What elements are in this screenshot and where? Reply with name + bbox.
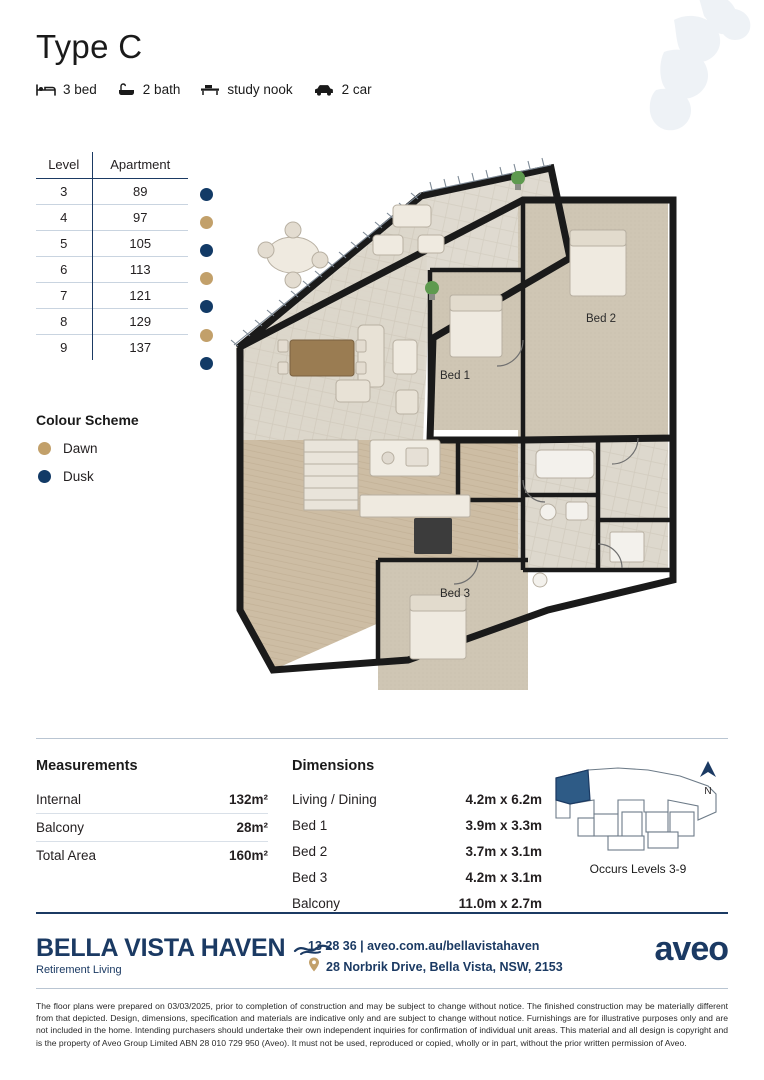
table-header-row xyxy=(36,152,188,179)
measurement-value: 132m² xyxy=(228,792,268,807)
scheme-dot-dawn xyxy=(200,216,213,229)
spec-bed-label: 3 bed xyxy=(63,82,97,97)
key-plan-caption: Occurs Levels 3-9 xyxy=(589,862,687,876)
cell-apartment: 105 xyxy=(129,236,152,251)
scheme-dot-dusk xyxy=(200,357,213,370)
table-row xyxy=(292,838,542,864)
table-row xyxy=(36,309,188,335)
car-icon xyxy=(313,83,335,97)
spec-car xyxy=(313,82,372,97)
measurement-value: 28m² xyxy=(236,820,268,835)
spec-bed xyxy=(36,82,97,97)
table-row xyxy=(36,335,188,361)
table-row xyxy=(292,864,542,890)
measurement-label: Internal xyxy=(36,792,82,807)
floor-plan-drawing xyxy=(218,140,698,710)
cell-apartment: 113 xyxy=(129,262,151,277)
measurements-table xyxy=(36,786,268,869)
brand-name-row xyxy=(36,934,333,963)
brand-name: BELLA VISTA HAVEN xyxy=(36,934,286,962)
colour-scheme-dusk-label: Dusk xyxy=(63,469,94,484)
table-row xyxy=(36,283,188,309)
measurements-title: Measurements xyxy=(36,758,138,774)
bath-icon xyxy=(117,83,136,97)
dimension-label: Bed 2 xyxy=(292,843,328,859)
desk-icon xyxy=(200,83,220,97)
dusk-swatch-icon xyxy=(38,470,51,483)
spec-bath xyxy=(117,82,181,97)
contact-address-row xyxy=(308,957,563,979)
colour-scheme-dusk xyxy=(38,469,94,484)
scheme-dot-dusk xyxy=(200,244,213,257)
colour-scheme-dawn xyxy=(38,441,98,456)
level-apartment-table xyxy=(36,152,188,360)
scheme-dot-dusk xyxy=(200,188,213,201)
table-row xyxy=(36,786,268,814)
table-row xyxy=(36,179,188,205)
page-title: Type C xyxy=(36,28,143,65)
colour-scheme-title: Colour Scheme xyxy=(36,412,139,428)
cell-level: 6 xyxy=(36,257,92,283)
dimension-value: 4.2m x 6.2m xyxy=(465,791,542,807)
spec-study xyxy=(200,82,292,97)
dimensions-section xyxy=(292,758,542,916)
column-header-apartment: Apartment xyxy=(92,152,188,179)
table-row xyxy=(36,814,268,842)
table-row xyxy=(36,205,188,231)
north-arrow-icon xyxy=(694,760,722,797)
table-row xyxy=(292,786,542,812)
cell-level: 3 xyxy=(36,179,92,205)
scheme-dot-dawn xyxy=(200,329,213,342)
spec-car-label: 2 car xyxy=(341,82,372,97)
dawn-swatch-icon xyxy=(38,442,51,455)
room-label-bed1: Bed 1 xyxy=(440,370,471,382)
room-label-bed3: Bed 3 xyxy=(440,588,471,600)
measurements-section xyxy=(36,758,268,869)
measurement-label: Balcony xyxy=(36,820,85,835)
cell-level: 4 xyxy=(36,205,92,231)
contact-block xyxy=(308,936,563,978)
cell-level: 9 xyxy=(36,335,92,361)
spec-list xyxy=(36,82,372,97)
dimension-label: Living / Dining xyxy=(292,791,377,807)
cell-apartment: 89 xyxy=(133,184,148,199)
north-label: N xyxy=(704,786,712,797)
table-row xyxy=(36,842,268,870)
dimension-value: 3.7m x 3.1m xyxy=(465,843,542,859)
scheme-dot-dusk xyxy=(200,300,213,313)
contact-address: 28 Norbrik Drive, Bella Vista, NSW, 2153 xyxy=(326,960,563,975)
measurement-value: 160m² xyxy=(228,848,268,863)
cell-apartment: 129 xyxy=(129,314,152,329)
divider-top xyxy=(36,738,728,739)
disclaimer-text: The floor plans were prepared on 03/03/2025, prior to completion of construction and may be subject to change without notice. The finished construction may be materially different from that depicted. Design, dimensions, specification and materials are indicative only and are subject to change without notice. Furnishings are for illustrative purposes only and are not included in the home. Intending purchasers should undertake their own independent inquiries for confirmation of individual unit areas. This material and all design is copyright and is the property of Aveo Group Limited ABN 28 010 729 950 (Aveo). It must not be used, reproduced or copied, wholly or in part, without the prior written permission of Aveo. xyxy=(36,1001,728,1048)
room-label-bed2: Bed 2 xyxy=(586,313,617,325)
brand-block xyxy=(36,934,333,976)
cell-level: 5 xyxy=(36,231,92,257)
cell-level: 8 xyxy=(36,309,92,335)
divider-footer xyxy=(36,988,728,989)
dimension-value: 3.9m x 3.3m xyxy=(465,817,542,833)
brand-tagline: Retirement Living xyxy=(36,964,122,976)
column-header-level: Level xyxy=(36,152,92,179)
spec-bath-label: 2 bath xyxy=(142,82,181,97)
cell-level: 7 xyxy=(36,283,92,309)
bird-watermark-icon xyxy=(604,0,754,150)
dimensions-table xyxy=(292,786,542,916)
cell-apartment: 97 xyxy=(133,210,148,225)
dimensions-title: Dimensions xyxy=(292,758,375,774)
dimension-label: Balcony xyxy=(292,895,341,911)
cell-apartment: 121 xyxy=(129,288,152,303)
measurement-label: Total Area xyxy=(36,848,97,863)
dimension-label: Bed 1 xyxy=(292,817,328,833)
contact-phone-web[interactable]: 13 28 36 | aveo.com.au/bellavistahaven xyxy=(308,939,540,953)
scheme-dot-dawn xyxy=(200,272,213,285)
table-row xyxy=(36,231,188,257)
cell-apartment: 137 xyxy=(129,340,152,355)
table-row xyxy=(292,890,542,916)
dimension-value: 4.2m x 3.1m xyxy=(465,869,542,885)
colour-scheme-dawn-label: Dawn xyxy=(63,441,98,456)
map-pin-icon xyxy=(308,957,320,979)
spec-study-label: study nook xyxy=(227,82,293,97)
aveo-logo: aveo xyxy=(654,930,728,968)
table-row xyxy=(292,812,542,838)
dimension-value: 11.0m x 2.7m xyxy=(458,895,542,911)
bed-icon xyxy=(36,83,56,97)
table-row xyxy=(36,257,188,283)
dimension-label: Bed 3 xyxy=(292,869,328,885)
